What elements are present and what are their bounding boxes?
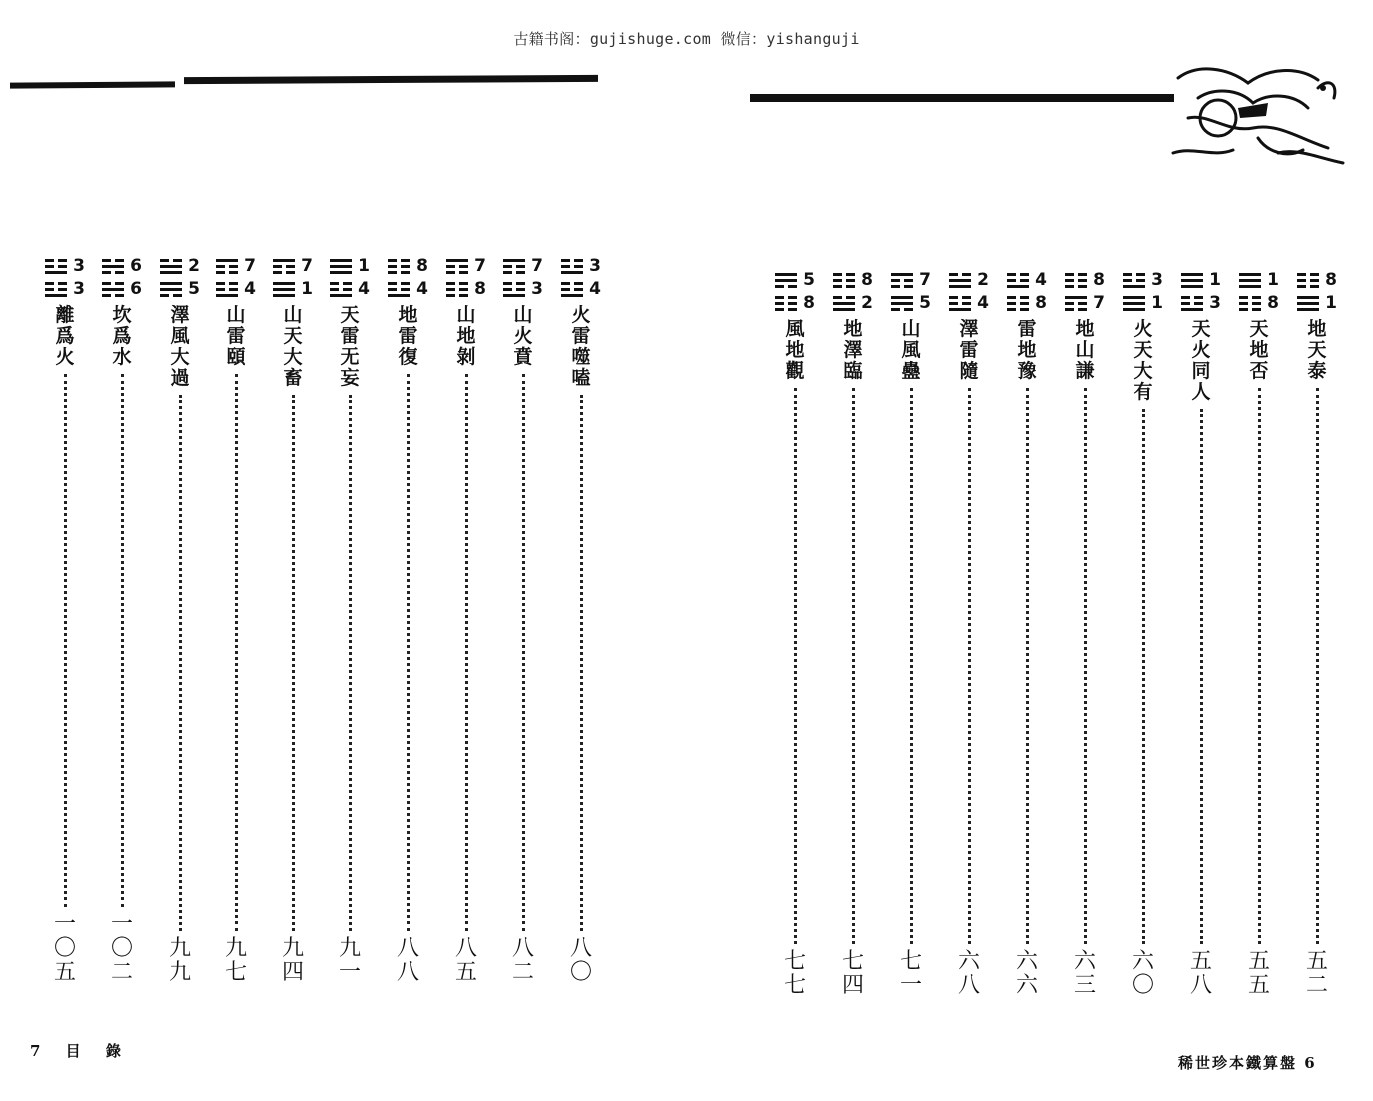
trigram-icon (45, 259, 67, 274)
trigram-icon (833, 273, 855, 288)
upper-trigram-number: 3 (73, 256, 85, 276)
upper-trigram-number: 8 (1325, 270, 1337, 290)
upper-trigram-number: 7 (531, 256, 543, 276)
upper-trigram-number: 6 (130, 256, 142, 276)
trigram-icon (330, 282, 352, 297)
toc-entry (1178, 270, 1224, 998)
toc-entry (1062, 270, 1108, 998)
toc-entry (500, 256, 546, 985)
lower-trigram-number: 7 (1093, 293, 1105, 313)
toc-entry (270, 256, 316, 985)
page-number: 八 〇 (569, 936, 592, 985)
trigram-icon (503, 259, 525, 274)
page-number: 一 〇 二 (110, 912, 133, 985)
trigram-icon (561, 259, 583, 274)
hexagram-code (833, 270, 873, 313)
hexagram-code (561, 256, 601, 299)
page-number: 五 八 (1189, 949, 1212, 998)
upper-trigram-number: 2 (188, 256, 200, 276)
upper-trigram-number: 1 (358, 256, 370, 276)
hexagram-code (446, 256, 486, 299)
upper-trigram-number: 2 (977, 270, 989, 290)
lower-trigram-number: 8 (474, 279, 486, 299)
hexagram-title: 火 天 大 有 (1133, 318, 1153, 403)
trigram-icon (1297, 273, 1319, 288)
page-number: 一 〇 五 (53, 912, 76, 985)
dragon-emblem-icon (1158, 58, 1350, 178)
hexagram-title: 山 雷 頤 (226, 304, 246, 368)
trigram-icon (949, 296, 971, 311)
hexagram-code (1065, 270, 1105, 313)
hexagram-title: 澤 風 大 過 (170, 304, 190, 389)
upper-trigram-number: 4 (1035, 270, 1047, 290)
toc-entry (213, 256, 259, 985)
upper-trigram-number: 7 (301, 256, 313, 276)
page-number: 六 三 (1073, 949, 1096, 998)
page-number: 八 二 (511, 936, 534, 985)
dot-leader (1316, 388, 1319, 944)
trigram-icon (1181, 273, 1203, 288)
footer-left: 7 目 錄 (30, 1042, 131, 1060)
lower-trigram-number: 4 (244, 279, 256, 299)
dot-leader (1200, 409, 1203, 944)
dot-leader (349, 395, 352, 931)
trigram-icon (891, 273, 913, 288)
trigram-icon (216, 282, 238, 297)
hexagram-code (1123, 270, 1163, 313)
toc-entry (157, 256, 203, 985)
lower-trigram-number: 1 (1325, 293, 1337, 313)
hexagram-title: 風 地 觀 (785, 318, 805, 382)
trigram-icon (1123, 273, 1145, 288)
trigram-icon (1181, 296, 1203, 311)
trigram-icon (775, 273, 797, 288)
hexagram-code (160, 256, 200, 299)
top-rule-left-short (10, 81, 175, 88)
upper-trigram-number: 8 (861, 270, 873, 290)
lower-trigram-number: 2 (861, 293, 873, 313)
hexagram-code (330, 256, 370, 299)
hexagram-title: 地 澤 臨 (843, 318, 863, 382)
trigram-icon (330, 259, 352, 274)
trigram-icon (1297, 296, 1319, 311)
hexagram-title: 雷 地 豫 (1017, 318, 1037, 382)
hexagram-code (45, 256, 85, 299)
upper-trigram-number: 5 (803, 270, 815, 290)
hexagram-code (1297, 270, 1337, 313)
dot-leader (121, 374, 124, 907)
page-number: 九 七 (224, 936, 247, 985)
trigram-icon (561, 282, 583, 297)
toc-entry (443, 256, 489, 985)
trigram-icon (273, 282, 295, 297)
upper-trigram-number: 7 (919, 270, 931, 290)
dot-leader (179, 395, 182, 931)
dot-leader (580, 395, 583, 931)
trigram-icon (446, 282, 468, 297)
page-number: 八 五 (454, 936, 477, 985)
page-number: 五 五 (1247, 949, 1270, 998)
trigram-icon (1007, 296, 1029, 311)
hexagram-code (388, 256, 428, 299)
trigram-icon (216, 259, 238, 274)
trigram-icon (775, 296, 797, 311)
dot-leader (465, 374, 468, 931)
toc-entry (1120, 270, 1166, 998)
page-number: 六 六 (1015, 949, 1038, 998)
hexagram-title: 離 爲 火 (55, 304, 75, 368)
toc-entry (772, 270, 818, 998)
lower-trigram-number: 8 (803, 293, 815, 313)
trigram-icon (388, 282, 410, 297)
page-number: 八 八 (396, 936, 419, 985)
trigram-icon (388, 259, 410, 274)
trigram-icon (273, 259, 295, 274)
top-rule-left-long (184, 75, 598, 84)
hexagram-title: 地 雷 復 (398, 304, 418, 368)
dot-leader (407, 374, 410, 931)
trigram-icon (1007, 273, 1029, 288)
lower-trigram-number: 3 (73, 279, 85, 299)
upper-trigram-number: 8 (416, 256, 428, 276)
trigram-icon (1123, 296, 1145, 311)
page-number: 九 九 (168, 936, 191, 985)
page-number: 九 四 (281, 936, 304, 985)
trigram-icon (102, 259, 124, 274)
trigram-icon (102, 282, 124, 297)
hexagram-code (775, 270, 815, 313)
dot-leader (522, 374, 525, 931)
page-number: 七 一 (899, 949, 922, 998)
trigram-icon (1239, 296, 1261, 311)
dot-leader (794, 388, 797, 944)
hexagram-title: 地 天 泰 (1307, 318, 1327, 382)
trigram-icon (1065, 273, 1087, 288)
toc-entry (1004, 270, 1050, 998)
lower-trigram-number: 5 (188, 279, 200, 299)
hexagram-title: 山 火 賁 (513, 304, 533, 368)
lower-trigram-number: 3 (531, 279, 543, 299)
toc-entry (385, 256, 431, 985)
lower-trigram-number: 3 (1209, 293, 1221, 313)
dot-leader (64, 374, 67, 907)
dot-leader (910, 388, 913, 944)
lower-trigram-number: 6 (130, 279, 142, 299)
lower-trigram-number: 8 (1267, 293, 1279, 313)
hexagram-title: 天 火 同 人 (1191, 318, 1211, 403)
dot-leader (292, 395, 295, 931)
toc-entry (99, 256, 145, 985)
hexagram-code (1181, 270, 1221, 313)
dot-leader (1026, 388, 1029, 944)
hexagram-code (273, 256, 313, 299)
toc-entry (1294, 270, 1340, 998)
toc-entry (946, 270, 992, 998)
hexagram-title: 山 天 大 畜 (283, 304, 303, 389)
lower-trigram-number: 4 (977, 293, 989, 313)
trigram-icon (949, 273, 971, 288)
page-number: 七 四 (841, 949, 864, 998)
upper-trigram-number: 1 (1267, 270, 1279, 290)
hexagram-code (1007, 270, 1047, 313)
lower-trigram-number: 4 (416, 279, 428, 299)
trigram-icon (891, 296, 913, 311)
dot-leader (968, 388, 971, 944)
trigram-icon (1239, 273, 1261, 288)
hexagram-code (216, 256, 256, 299)
dot-leader (1084, 388, 1087, 944)
upper-trigram-number: 1 (1209, 270, 1221, 290)
hexagram-code (503, 256, 543, 299)
trigram-icon (446, 259, 468, 274)
trigram-icon (45, 282, 67, 297)
trigram-icon (503, 282, 525, 297)
upper-trigram-number: 8 (1093, 270, 1105, 290)
hexagram-title: 坎 爲 水 (112, 304, 132, 368)
hexagram-code (102, 256, 142, 299)
page-number: 五 二 (1305, 949, 1328, 998)
lower-trigram-number: 8 (1035, 293, 1047, 313)
hexagram-title: 天 雷 无 妄 (340, 304, 360, 389)
trigram-icon (160, 282, 182, 297)
trigram-icon (1065, 296, 1087, 311)
lower-trigram-number: 4 (589, 279, 601, 299)
hexagram-title: 山 地 剝 (456, 304, 476, 368)
page-number: 九 一 (338, 936, 361, 985)
lower-trigram-number: 1 (301, 279, 313, 299)
hexagram-title: 地 山 謙 (1075, 318, 1095, 382)
toc-entry (558, 256, 604, 985)
hexagram-title: 火 雷 噬 嗑 (571, 304, 591, 389)
toc-entry (327, 256, 373, 985)
upper-trigram-number: 3 (1151, 270, 1163, 290)
hexagram-title: 澤 雷 隨 (959, 318, 979, 382)
lower-trigram-number: 1 (1151, 293, 1163, 313)
toc-entry (888, 270, 934, 998)
hexagram-title: 山 風 蠱 (901, 318, 921, 382)
hexagram-title: 天 地 否 (1249, 318, 1269, 382)
trigram-icon (160, 259, 182, 274)
toc-entry (830, 270, 876, 998)
upper-trigram-number: 7 (244, 256, 256, 276)
page-number: 六 〇 (1131, 949, 1154, 998)
footer-right: 稀世珍本鐵算盤 6 (1178, 1054, 1317, 1072)
page-number: 六 八 (957, 949, 980, 998)
watermark-text: 古籍书阁：gujishuge.com 微信：yishanguji (513, 30, 860, 48)
hexagram-code (949, 270, 989, 313)
upper-trigram-number: 7 (474, 256, 486, 276)
dot-leader (235, 374, 238, 931)
toc-entry (1236, 270, 1282, 998)
upper-trigram-number: 3 (589, 256, 601, 276)
dot-leader (1258, 388, 1261, 944)
trigram-icon (833, 296, 855, 311)
top-rule-right (750, 94, 1174, 102)
hexagram-code (891, 270, 931, 313)
lower-trigram-number: 5 (919, 293, 931, 313)
dot-leader (852, 388, 855, 944)
page-number: 七 七 (783, 949, 806, 998)
hexagram-code (1239, 270, 1279, 313)
dot-leader (1142, 409, 1145, 944)
lower-trigram-number: 4 (358, 279, 370, 299)
toc-entry (42, 256, 88, 985)
